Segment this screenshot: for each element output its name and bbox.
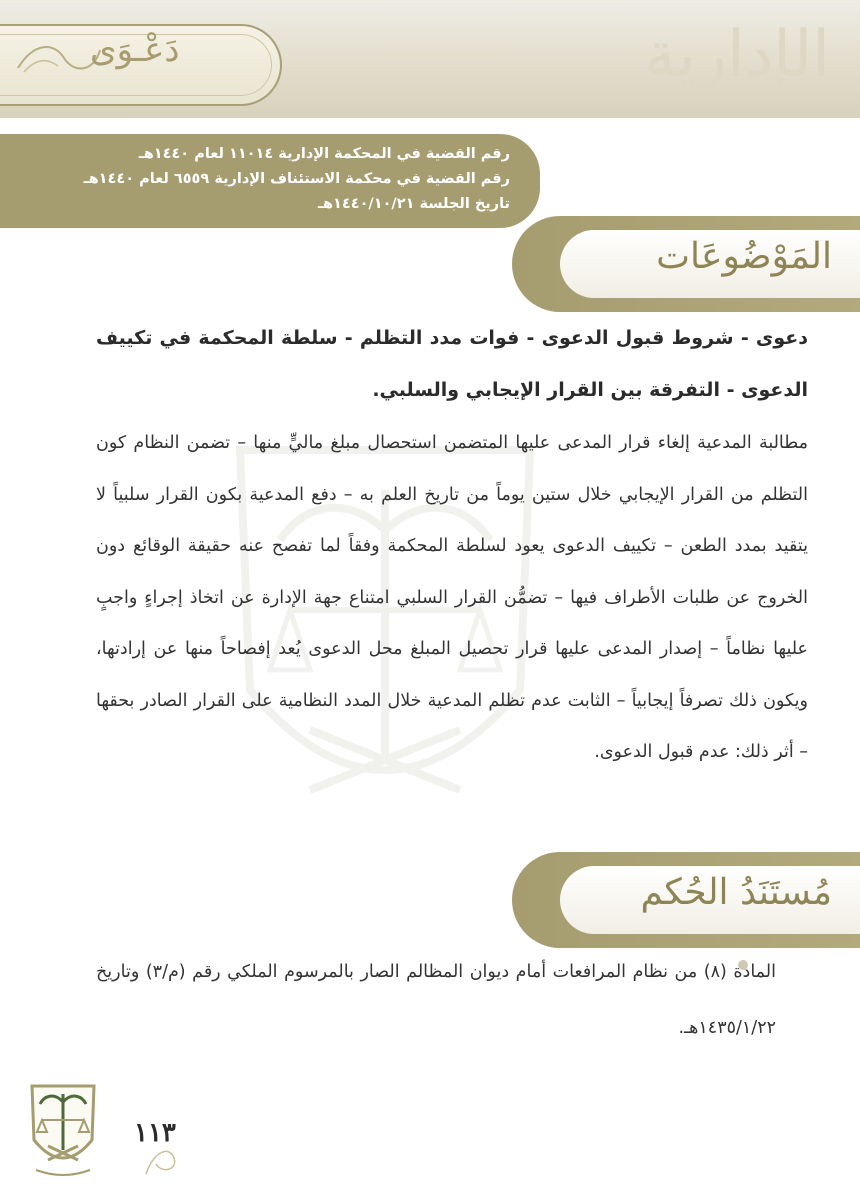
topics-header: [512, 216, 860, 312]
basis-item: المادة (٨) من نظام المرافعات أمام ديوان المظالم الصار بالمرسوم الملكي رقم (م/٣) وتاريخ ١٤٣٥/١/٢٢هـ.: [96, 962, 776, 1038]
board-of-grievances-emblem-icon: [28, 1080, 98, 1180]
section-title: دَعْـوَى: [90, 30, 180, 70]
topics-heading: المَوْضُوعَات: [656, 236, 832, 277]
case-number-appeal-court: رقم القضية في محكمة الاستئناف الإدارية ٦٥٥٩ لعام ١٤٤٠هـ: [83, 171, 510, 187]
case-number-admin-court: رقم القضية في المحكمة الإدارية ١١٠١٤ لعام ١٤٤٠هـ: [138, 146, 510, 162]
page-number: ١١٣: [134, 1118, 176, 1148]
basis-header-pill: [560, 866, 860, 934]
summary-text: مطالبة المدعية إلغاء قرار المدعى عليها المتضمن استحصال مبلغ ماليٍّ منها – تضمن النظام كون التظلم من القرار الإيجابي خلال ستين يوماً من تاريخ العلم به – دفع المدعية بكون القرار سلبياً لا يتقيد بمدد الطعن – تكييف الدعوى يعود لسلطة المحكمة وفقاً لما تفصح عنه حقيقة الوقائع دون الخروج عن طلبات الأطراف فيها – تضمُّن القرار السلبي امتناع جهة الإدارة عن اتخاذ إجراءٍ واجبٍ عليها نظاماً – إصدار المدعى عليها قرار تحصيل المبلغ محل الدعوى يُعد إفصاحاً منها عن إرادتها، ويكون ذلك تصرفاً إيجابياً – الثابت عدم تظلم المدعية خلال المدد النظامية على القرار الصادر بحقها – أثر ذلك: عدم قبول الدعوى.: [96, 433, 808, 762]
topics-text: دعوى - شروط قبول الدعوى - فوات مدد التظلم - سلطة المحكمة في تكييف الدعوى - التفرقة بين القرار الإيجابي والسلبي.: [96, 327, 808, 401]
topics-header-pill: [560, 230, 860, 298]
basis-heading: مُستَنَدُ الحُكم: [640, 872, 832, 913]
session-date: تاريخ الجلسة ١٤٤٠/١٠/٢١هـ: [318, 196, 510, 212]
basis-header: [512, 852, 860, 948]
case-meta: [0, 142, 510, 217]
banner-watermark-text: الإدارية: [643, 18, 830, 92]
footer-swirl-icon: [140, 1140, 190, 1180]
